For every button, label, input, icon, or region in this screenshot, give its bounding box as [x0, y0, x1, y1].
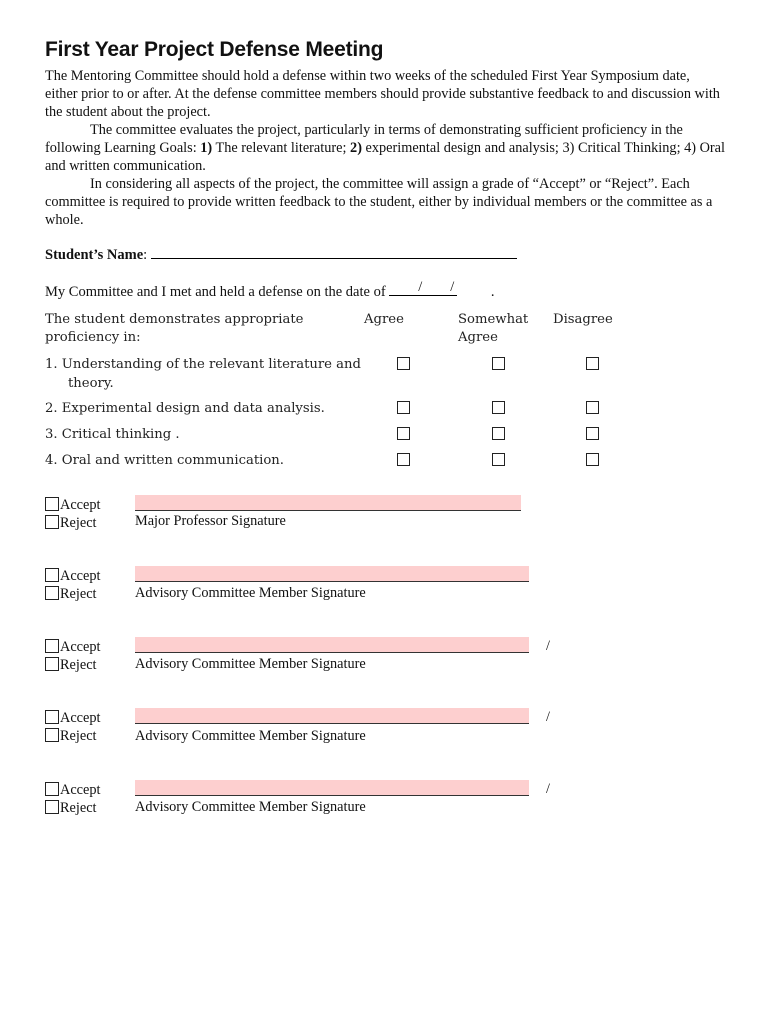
item3-disagree-checkbox[interactable] [586, 427, 599, 440]
intro-text [45, 67, 725, 229]
item2-somewhat-agree-checkbox[interactable] [492, 401, 505, 414]
signature-label: Advisory Committee Member Signature [135, 728, 366, 744]
committee-member-signature-field[interactable] [135, 780, 529, 796]
item1-agree-checkbox[interactable] [397, 357, 410, 370]
reject-checkbox[interactable] [45, 800, 59, 814]
student-name-field[interactable] [151, 244, 517, 259]
accept-checkbox[interactable] [45, 568, 59, 582]
signature-label: Advisory Committee Member Signature [135, 799, 366, 815]
date-separator: / [546, 781, 550, 797]
decision-group-5: Accept Reject [45, 781, 100, 817]
column-somewhat-agree: Somewhat Agree [458, 312, 529, 345]
item1-somewhat-agree-checkbox[interactable] [492, 357, 505, 370]
reject-checkbox[interactable] [45, 657, 59, 671]
major-professor-signature-field[interactable] [135, 495, 521, 511]
item4-somewhat-agree-checkbox[interactable] [492, 453, 505, 466]
item2-disagree-checkbox[interactable] [586, 401, 599, 414]
column-disagree: Disagree [553, 312, 613, 327]
reject-checkbox[interactable] [45, 515, 59, 529]
accept-checkbox[interactable] [45, 782, 59, 796]
item2-agree-checkbox[interactable] [397, 401, 410, 414]
signature-label: Major Professor Signature [135, 513, 286, 529]
defense-date-label: My Committee and I met and held a defense on the date of [45, 284, 386, 300]
reject-checkbox[interactable] [45, 728, 59, 742]
reject-checkbox[interactable] [45, 586, 59, 600]
date-separator: / [546, 638, 550, 654]
column-agree: Agree [364, 312, 404, 327]
rating-item-4: 4. Oral and written communication. [45, 453, 284, 468]
signature-label: Advisory Committee Member Signature [135, 585, 366, 601]
intro-paragraph-1: The Mentoring Committee should hold a defense within two weeks of the scheduled First Year Symposium date, either prior to or after. At the defense committee members should provide substantive feedback to and discussion with the student about the project. [45, 68, 720, 120]
item4-disagree-checkbox[interactable] [586, 453, 599, 466]
rating-header: The student demonstrates appropriate proficiency in: [45, 312, 304, 345]
student-name-row: Student’s Name: [45, 244, 517, 264]
accept-checkbox[interactable] [45, 710, 59, 724]
decision-group-1: Accept Reject [45, 496, 100, 532]
defense-date-row: My Committee and I met and held a defense on the date of / / . [45, 279, 495, 300]
decision-group-2: Accept Reject [45, 567, 100, 603]
committee-member-signature-field[interactable] [135, 708, 529, 724]
committee-member-signature-field[interactable] [135, 637, 529, 653]
decision-group-3: Accept Reject [45, 638, 100, 674]
item3-agree-checkbox[interactable] [397, 427, 410, 440]
student-name-label: Student’s Name [45, 247, 144, 263]
rating-item-3: 3. Critical thinking . [45, 427, 180, 442]
rating-item-1: 1. Understanding of the relevant literature and theory. [45, 357, 361, 391]
signature-label: Advisory Committee Member Signature [135, 656, 366, 672]
item3-somewhat-agree-checkbox[interactable] [492, 427, 505, 440]
item1-disagree-checkbox[interactable] [586, 357, 599, 370]
rating-item-2: 2. Experimental design and data analysis. [45, 401, 325, 416]
intro-paragraph-3: In considering all aspects of the project, the committee will assign a grade of “Accept” or “Reject”. Each committee is required to provide written feedback to the student, either by individual members or the committee as a whole. [45, 176, 713, 228]
intro-paragraph-2: The committee evaluates the project, particularly in terms of demonstrating sufficient proficiency in the following Learning Goals: 1) The relevant literature; 2) experimental design and analysis; 3) Critical Thinking; 4) Oral and written communication. [45, 122, 725, 174]
accept-checkbox[interactable] [45, 639, 59, 653]
page-title: First Year Project Defense Meeting [45, 38, 384, 61]
item4-agree-checkbox[interactable] [397, 453, 410, 466]
committee-member-signature-field[interactable] [135, 566, 529, 582]
date-separator: / [546, 709, 550, 725]
defense-date-field[interactable]: / / [389, 281, 457, 296]
accept-checkbox[interactable] [45, 497, 59, 511]
decision-group-4: Accept Reject [45, 709, 100, 745]
